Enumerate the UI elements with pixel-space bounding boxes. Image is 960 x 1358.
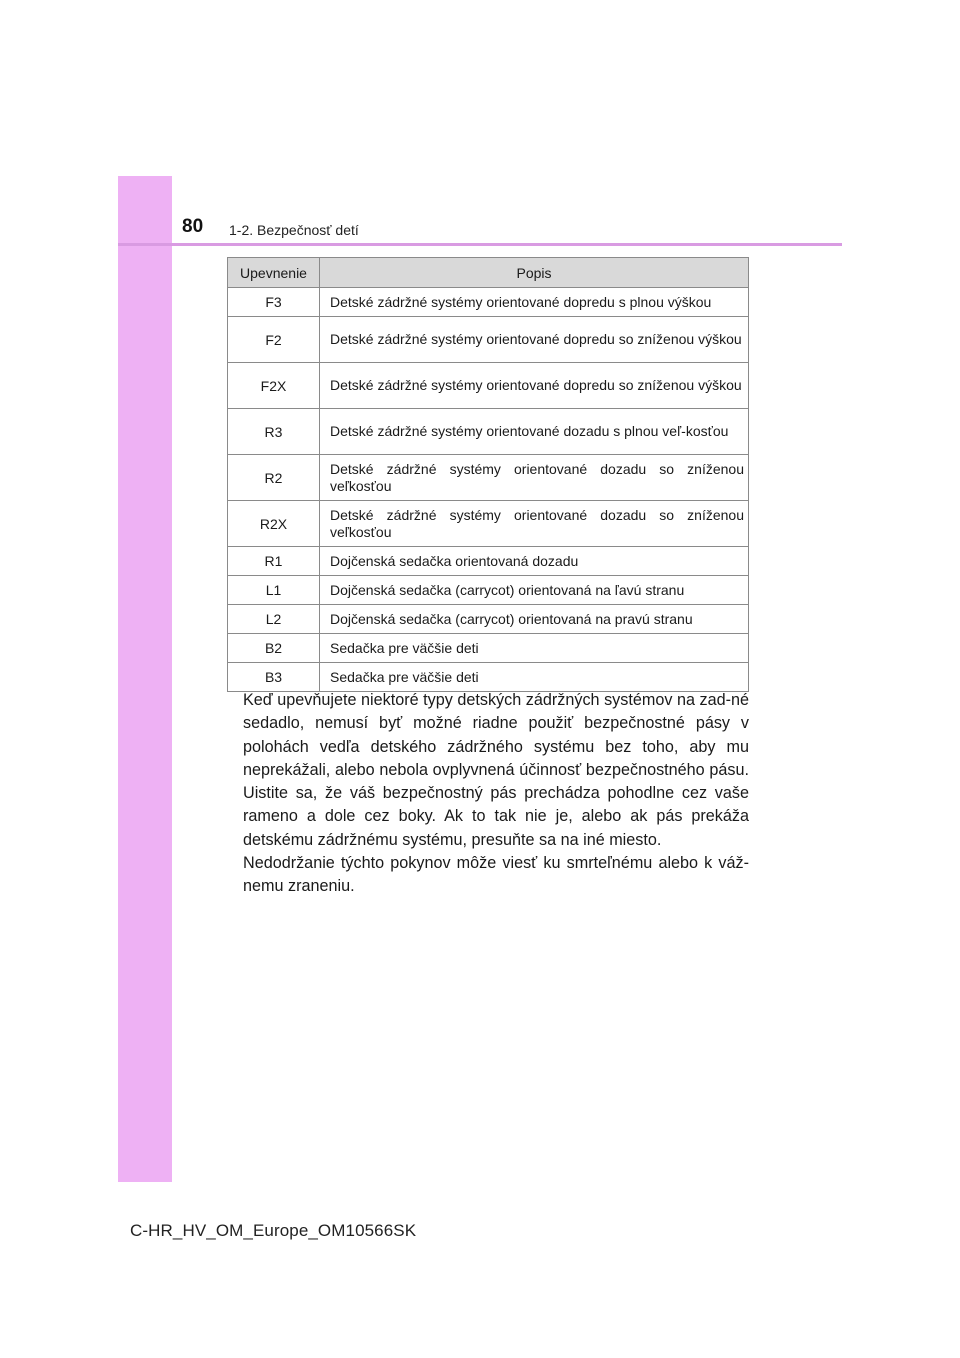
row-code: F2 xyxy=(228,317,320,363)
warning-paragraph-seatbelt: Keď upevňujete niektoré typy detských zádržných systémov na zad-né sedadlo, nemusí byť možné riadne použiť bezpečnostné pásy v polohách vedľa detského zádržného systému bez toho, aby mu neprekážali, alebo nebola ovplyvnená účinnosť bezpečnostného pásu. Uistite sa, že váš bezpečnostný pás prechádza pohodlne cez vaše rameno a dole cez boky. Ak to tak nie je, alebo ak pás prekáža detskému zádržnému systému, presuňte sa na iné miesto. xyxy=(243,691,749,849)
table-row xyxy=(228,663,749,692)
row-code: R2 xyxy=(228,455,320,501)
table-row xyxy=(228,317,749,363)
row-code: L1 xyxy=(228,576,320,605)
table-row xyxy=(228,363,749,409)
row-code: F3 xyxy=(228,288,320,317)
row-code: B2 xyxy=(228,634,320,663)
section-title: 1-2. Bezpečnosť detí xyxy=(229,222,359,238)
row-description: Dojčenská sedačka orientovaná dozadu xyxy=(320,547,749,576)
row-code: R3 xyxy=(228,409,320,455)
table-header-row xyxy=(228,258,749,288)
warning-paragraph-consequence: Nedodržanie týchto pokynov môže viesť ku smrteľnému alebo k váž-nemu zraneniu. xyxy=(243,854,749,896)
row-description: Detské zádržné systémy orientované dozadu so zníženou veľkosťou xyxy=(320,455,749,501)
row-description: Detské zádržné systémy orientované dopredu s plnou výškou xyxy=(320,288,749,317)
row-code: L2 xyxy=(228,605,320,634)
row-description: Detské zádržné systémy orientované dozadu so zníženou veľkosťou xyxy=(320,501,749,547)
table-row xyxy=(228,547,749,576)
row-description: Sedačka pre väčšie deti xyxy=(320,663,749,692)
warning-text xyxy=(243,689,749,899)
row-description: Sedačka pre väčšie deti xyxy=(320,634,749,663)
fixture-table xyxy=(227,257,749,692)
section-side-tab xyxy=(118,176,172,1182)
table-row xyxy=(228,288,749,317)
header-divider xyxy=(118,243,842,246)
table-row xyxy=(228,605,749,634)
table-row xyxy=(228,455,749,501)
row-code: B3 xyxy=(228,663,320,692)
table-row xyxy=(228,501,749,547)
row-code: R1 xyxy=(228,547,320,576)
page-number: 80 xyxy=(182,216,204,237)
table-row xyxy=(228,409,749,455)
row-code: F2X xyxy=(228,363,320,409)
column-header-description: Popis xyxy=(320,258,749,288)
row-code: R2X xyxy=(228,501,320,547)
document-code: C-HR_HV_OM_Europe_OM10566SK xyxy=(130,1221,417,1240)
table-row xyxy=(228,634,749,663)
column-header-fixture: Upevnenie xyxy=(228,258,320,288)
row-description: Detské zádržné systémy orientované dopredu so zníženou výškou xyxy=(320,317,749,363)
row-description: Dojčenská sedačka (carrycot) orientovaná na pravú stranu xyxy=(320,605,749,634)
table-row xyxy=(228,576,749,605)
row-description: Detské zádržné systémy orientované dozadu s plnou veľ-kosťou xyxy=(320,409,749,455)
row-description: Dojčenská sedačka (carrycot) orientovaná na ľavú stranu xyxy=(320,576,749,605)
row-description: Detské zádržné systémy orientované dopredu so zníženou výškou xyxy=(320,363,749,409)
